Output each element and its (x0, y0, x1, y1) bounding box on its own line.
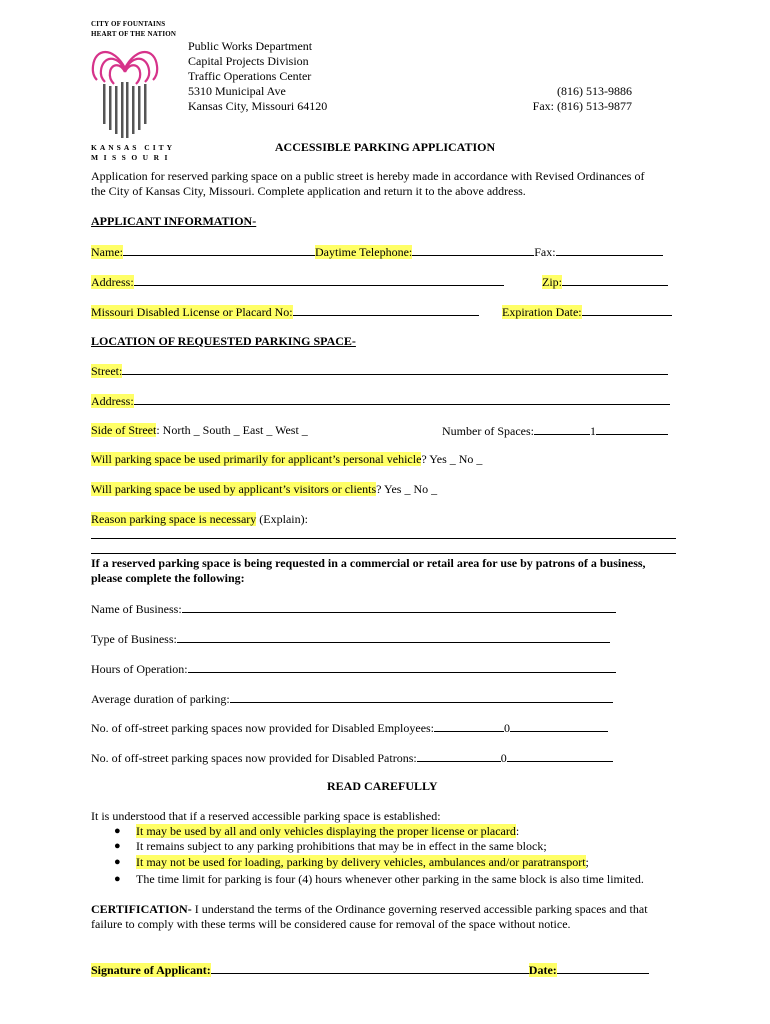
visitors-options[interactable]: ? Yes _ No _ (376, 482, 438, 496)
location-address-row (91, 393, 670, 408)
employees-label: No. of off-street parking spaces now provided for Disabled Employees: (91, 721, 435, 735)
spaces-field-left[interactable] (534, 423, 590, 435)
read-carefully-heading: READ CAREFULLY (327, 779, 438, 793)
reason-explain: (Explain): (256, 512, 308, 526)
name-field[interactable] (123, 244, 315, 256)
business-intro-line2: please complete the following: (91, 571, 245, 585)
duration-label: Average duration of parking: (91, 692, 230, 706)
address-row (91, 274, 504, 289)
employees-field-right[interactable] (510, 720, 608, 732)
patrons-value: 0 (500, 751, 507, 765)
rule-3: It may not be used for loading, parking by delivery vehicles, ambulances and/or paratransport; (136, 855, 589, 869)
intro-line2: the City of Kansas City, Missouri. Complete application and return it to the above address. (91, 184, 526, 198)
certification-label: CERTIFICATION- (91, 902, 192, 916)
expiration-field[interactable] (582, 304, 672, 316)
visitors-row (91, 482, 437, 496)
visitors-question: Will parking space be used by applicant’s visitors or clients (91, 482, 377, 496)
duration-field[interactable] (230, 691, 613, 703)
fax-number: Fax: (816) 513-9877 (532, 99, 632, 113)
employees-row (91, 720, 608, 735)
date-label: Date: (528, 963, 557, 977)
number-of-spaces-label: Number of Spaces: (442, 424, 534, 438)
employees-value: 0 (504, 721, 511, 735)
personal-vehicle-options[interactable]: ? Yes _ No _ (421, 452, 483, 466)
name-row (91, 244, 663, 259)
phone-number: (816) 513-9886 (557, 84, 632, 98)
business-type-field[interactable] (177, 631, 610, 643)
patrons-row (91, 750, 613, 765)
location-heading: LOCATION OF REQUESTED PARKING SPACE- (91, 334, 356, 348)
number-of-spaces-value: 1 (589, 424, 596, 438)
employees-field-left[interactable] (434, 720, 504, 732)
duration-row (91, 691, 613, 706)
contact-numbers (520, 84, 632, 114)
street-row (91, 363, 668, 378)
side-of-street-row (91, 423, 308, 437)
personal-vehicle-row (91, 452, 482, 466)
fax-label: Fax: (534, 245, 556, 259)
address-line2: Capital Projects Division (188, 54, 309, 68)
location-address-label: Address: (91, 394, 134, 408)
rule-1: It may be used by all and only vehicles displaying the proper license or placard: (136, 824, 520, 838)
logo-top-line1: CITY OF FOUNTAINS (91, 20, 166, 28)
applicant-address-label: Address: (91, 275, 134, 289)
patrons-field-left[interactable] (417, 750, 501, 762)
address-line5: Kansas City, Missouri 64120 (188, 99, 328, 113)
applicant-heading: APPLICANT INFORMATION- (91, 214, 257, 228)
logo-bottom-line2: MISSOURI (91, 153, 173, 162)
date-field[interactable] (557, 962, 649, 974)
license-field[interactable] (293, 304, 479, 316)
reason-line-1[interactable] (91, 526, 676, 539)
hours-field[interactable] (188, 661, 616, 673)
bullet-icon: ● (114, 873, 121, 885)
spaces-field-right[interactable] (596, 423, 668, 435)
address-line3: Traffic Operations Center (188, 69, 312, 83)
rule-4: The time limit for parking is four (4) hours whenever other parking in the same block is also time limited. (136, 872, 644, 886)
certification-line2: failure to comply with these terms will be considered cause for removal of the space without notice. (91, 917, 571, 931)
logo-top-line2: HEART OF THE NATION (91, 30, 177, 38)
signature-field[interactable] (211, 962, 529, 974)
reason-row (91, 512, 308, 526)
department-address (188, 39, 327, 114)
business-type-row (91, 631, 610, 646)
street-label: Street: (91, 364, 123, 378)
bullet-icon: ● (114, 856, 121, 868)
patrons-label: No. of off-street parking spaces now provided for Disabled Patrons: (91, 751, 417, 765)
address-line4: 5310 Municipal Ave (188, 84, 286, 98)
side-of-street-options[interactable]: : North _ South _ East _ West _ (156, 423, 308, 437)
hours-label: Hours of Operation: (91, 662, 188, 676)
side-of-street-label: Side of Street (91, 423, 157, 437)
rule-2: It remains subject to any parking prohibitions that may be in effect in the same block; (136, 839, 547, 853)
daytime-telephone-label: Daytime Telephone: (315, 245, 413, 259)
patrons-field-right[interactable] (507, 750, 613, 762)
license-label: Missouri Disabled License or Placard No: (91, 305, 293, 319)
intro-line1: Application for reserved parking space on a public street is hereby made in accordance with Revised Ordinances of (91, 169, 645, 183)
reason-label: Reason parking space is necessary (91, 512, 257, 526)
daytime-telephone-field[interactable] (412, 244, 534, 256)
logo-bottom-line1: KANSAS CITY (91, 143, 176, 152)
certification-line1 (91, 902, 648, 916)
license-row (91, 304, 479, 319)
personal-vehicle-question: Will parking space be used primarily for applicant’s personal vehicle (91, 452, 422, 466)
applicant-address-field[interactable] (134, 274, 504, 286)
street-field[interactable] (122, 363, 668, 375)
bullet-icon: ● (114, 840, 121, 852)
signature-row (91, 962, 649, 977)
number-of-spaces-group (442, 423, 668, 438)
address-line1: Public Works Department (188, 39, 313, 53)
business-name-field[interactable] (182, 601, 616, 613)
page-title: ACCESSIBLE PARKING APPLICATION (274, 140, 496, 154)
read-intro: It is understood that if a reserved accessible parking space is established: (91, 809, 441, 823)
hours-row (91, 661, 616, 676)
business-name-label: Name of Business: (91, 602, 182, 616)
signature-label: Signature of Applicant: (91, 963, 211, 977)
bullet-icon: ● (114, 825, 121, 837)
business-name-row (91, 601, 616, 616)
location-address-field[interactable] (134, 393, 670, 405)
zip-group (542, 274, 668, 289)
business-intro-line1: If a reserved parking space is being requested in a commercial or retail area for use by patrons of a business, (91, 556, 646, 570)
expiration-label: Expiration Date: (502, 305, 582, 319)
fax-field[interactable] (556, 244, 663, 256)
expiration-group (502, 304, 672, 319)
certification-text1: I understand the terms of the Ordinance governing reserved accessible parking spaces and that (191, 902, 648, 916)
fountain-icon (89, 38, 161, 142)
reason-line-2[interactable] (91, 541, 676, 554)
name-label: Name: (91, 245, 123, 259)
business-type-label: Type of Business: (91, 632, 177, 646)
zip-label: Zip: (542, 275, 562, 289)
zip-field[interactable] (562, 274, 668, 286)
